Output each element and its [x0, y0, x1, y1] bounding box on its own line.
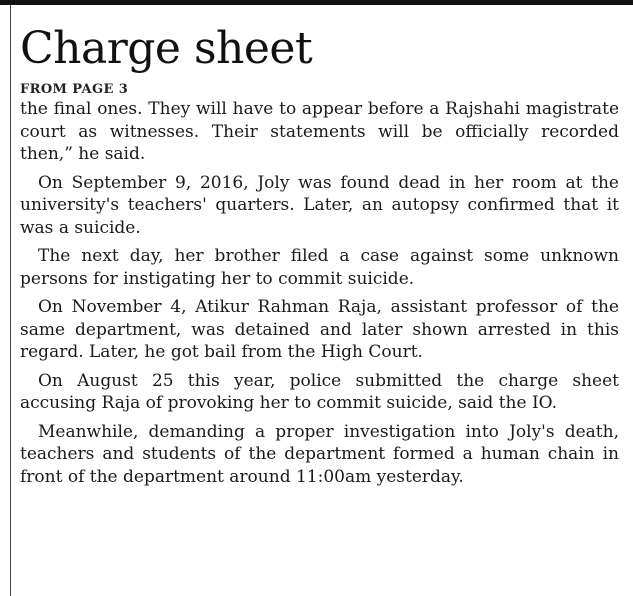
top-border-rule: [0, 0, 633, 5]
article-paragraph-4: On November 4, Atikur Rahman Raja, assistant professor of the same department, was detained and later shown arrested in this regard. Later, he got bail from the High Court.: [20, 297, 619, 362]
article-headline: Charge sheet: [20, 23, 313, 74]
column-divider-rule: [10, 5, 11, 596]
article-paragraph-6: Meanwhile, demanding a proper investigation into Joly's death, teachers and students of the department formed a human chain in front of the department around 11:00am yesterday.: [20, 421, 619, 487]
continued-from-label: FROM PAGE 3: [20, 82, 129, 97]
article-paragraph-5: On August 25 this year, police submitted the charge sheet accusing Raja of provoking her to commit suicide, said the IO.: [20, 370, 619, 413]
news-article: [20, 22, 619, 488]
article-paragraph-2: On September 9, 2016, Joly was found dead in her room at the university's teachers' quarters. Later, an autopsy confirmed that it was a suicide.: [20, 172, 619, 238]
article-paragraph-1: the final ones. They will have to appear before a Rajshahi magistrate court as witnesses. Their statements will be officially recorded then,” he said.: [20, 99, 619, 164]
article-paragraph-3: The next day, her brother filed a case against some unknown persons for instigating her to commit suicide.: [20, 246, 619, 289]
